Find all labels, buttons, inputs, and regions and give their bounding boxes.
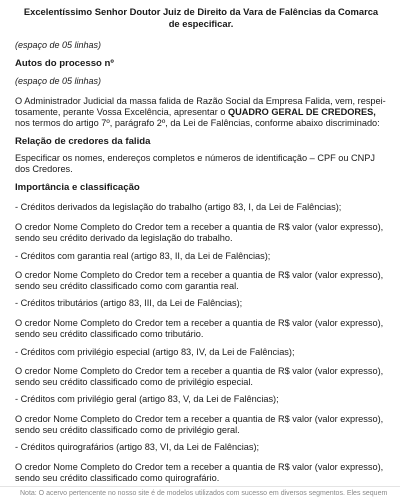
footer-divider (0, 486, 400, 487)
credor-line-1: O credor Nome Completo do Credor tem a receber a quantia de R$ valor (valor expresso), (15, 270, 384, 280)
autos-heading: Autos do processo nº (15, 58, 114, 69)
footer-note: Nota: O acervo pertencente no nosso site é de modelos utilizados com sucesso em diversos segmentos. Eles sequem (20, 490, 388, 497)
credor-entry-4 (15, 414, 387, 436)
credor-line-1: O credor Nome Completo do Credor tem a receber a quantia de R$ valor (valor expresso), (15, 462, 384, 472)
relacao-heading: Relação de credores da falida (15, 136, 151, 147)
category-item-4: - Créditos com privilégio geral (artigo 83, V, da Lei de Falências); (15, 394, 279, 404)
credor-line-1: O credor Nome Completo do Credor tem a receber a quantia de R$ valor (valor expresso), (15, 414, 384, 424)
credor-line-1: O credor Nome Completo do Credor tem a receber a quantia de R$ valor (valor expresso), (15, 222, 384, 232)
title-line-1: Excelentíssimo Senhor Doutor Juiz de Direito da Vara de Falências da Comarca (23, 6, 379, 17)
intro-line-2 (15, 107, 387, 118)
category-item-2: - Créditos tributários (artigo 83, III, da Lei de Falências); (15, 298, 243, 308)
credor-line-2: sendo seu crédito classificado como de privilégio especial. (15, 377, 253, 387)
importancia-heading: Importância e classificação (15, 182, 140, 193)
spacer-note-1: (espaço de 05 linhas) (15, 40, 102, 50)
category-item-1: - Créditos com garantia real (artigo 83, II, da Lei de Falências); (15, 251, 271, 261)
title-line-2: de especificar. (168, 18, 234, 29)
relacao-paragraph (15, 153, 387, 175)
credor-entry-1 (15, 270, 387, 292)
intro-line-3: nos termos do artigo 7º, parágrafo 2º, da Lei de Falências, conforme abaixo discriminado: (15, 118, 380, 128)
relacao-line-2: dos Credores. (15, 164, 73, 174)
intro-line-1: O Administrador Judicial da massa falida de Razão Social da Empresa Falida, vem, respei- (15, 96, 386, 106)
credor-line-2: sendo seu crédito classificado como tributário. (15, 329, 204, 339)
credor-line-1: O credor Nome Completo do Credor tem a receber a quantia de R$ valor (valor expresso), (15, 318, 384, 328)
credor-line-2: sendo seu crédito classificado como quirografário. (15, 473, 220, 483)
spacer-note-2: (espaço de 05 linhas) (15, 76, 102, 86)
credor-line-2: sendo seu crédito classificado como com garantia real. (15, 281, 239, 291)
intro-paragraph (15, 96, 387, 129)
credor-entry-5 (15, 462, 387, 484)
credor-entry-3 (15, 366, 387, 388)
category-item-3: - Créditos com privilégio especial (artigo 83, IV, da Lei de Falências); (15, 347, 295, 357)
credor-line-2: sendo seu crédito classificado como de privilégio geral. (15, 425, 240, 435)
credor-line-1: O credor Nome Completo do Credor tem a receber a quantia de R$ valor (valor expresso), (15, 366, 384, 376)
credor-line-2: sendo seu crédito derivado da legislação do trabalho. (15, 233, 233, 243)
intro-line-2-text: tosamente, perante Vossa Excelência, apresentar o (15, 107, 228, 117)
document-title (15, 6, 387, 30)
credor-entry-2 (15, 318, 387, 340)
quadro-geral-emphasis: QUADRO GERAL DE CREDORES, (227, 107, 376, 117)
category-item-5: - Créditos quirografários (artigo 83, VI, da Lei de Falências); (15, 442, 260, 452)
relacao-line-1: Especificar os nomes, endereços completos e números de identificação – CPF ou CNPJ (15, 153, 376, 163)
credor-entry-0 (15, 222, 387, 244)
category-item-0: - Créditos derivados da legislação do trabalho (artigo 83, I, da Lei de Falências); (15, 202, 342, 212)
